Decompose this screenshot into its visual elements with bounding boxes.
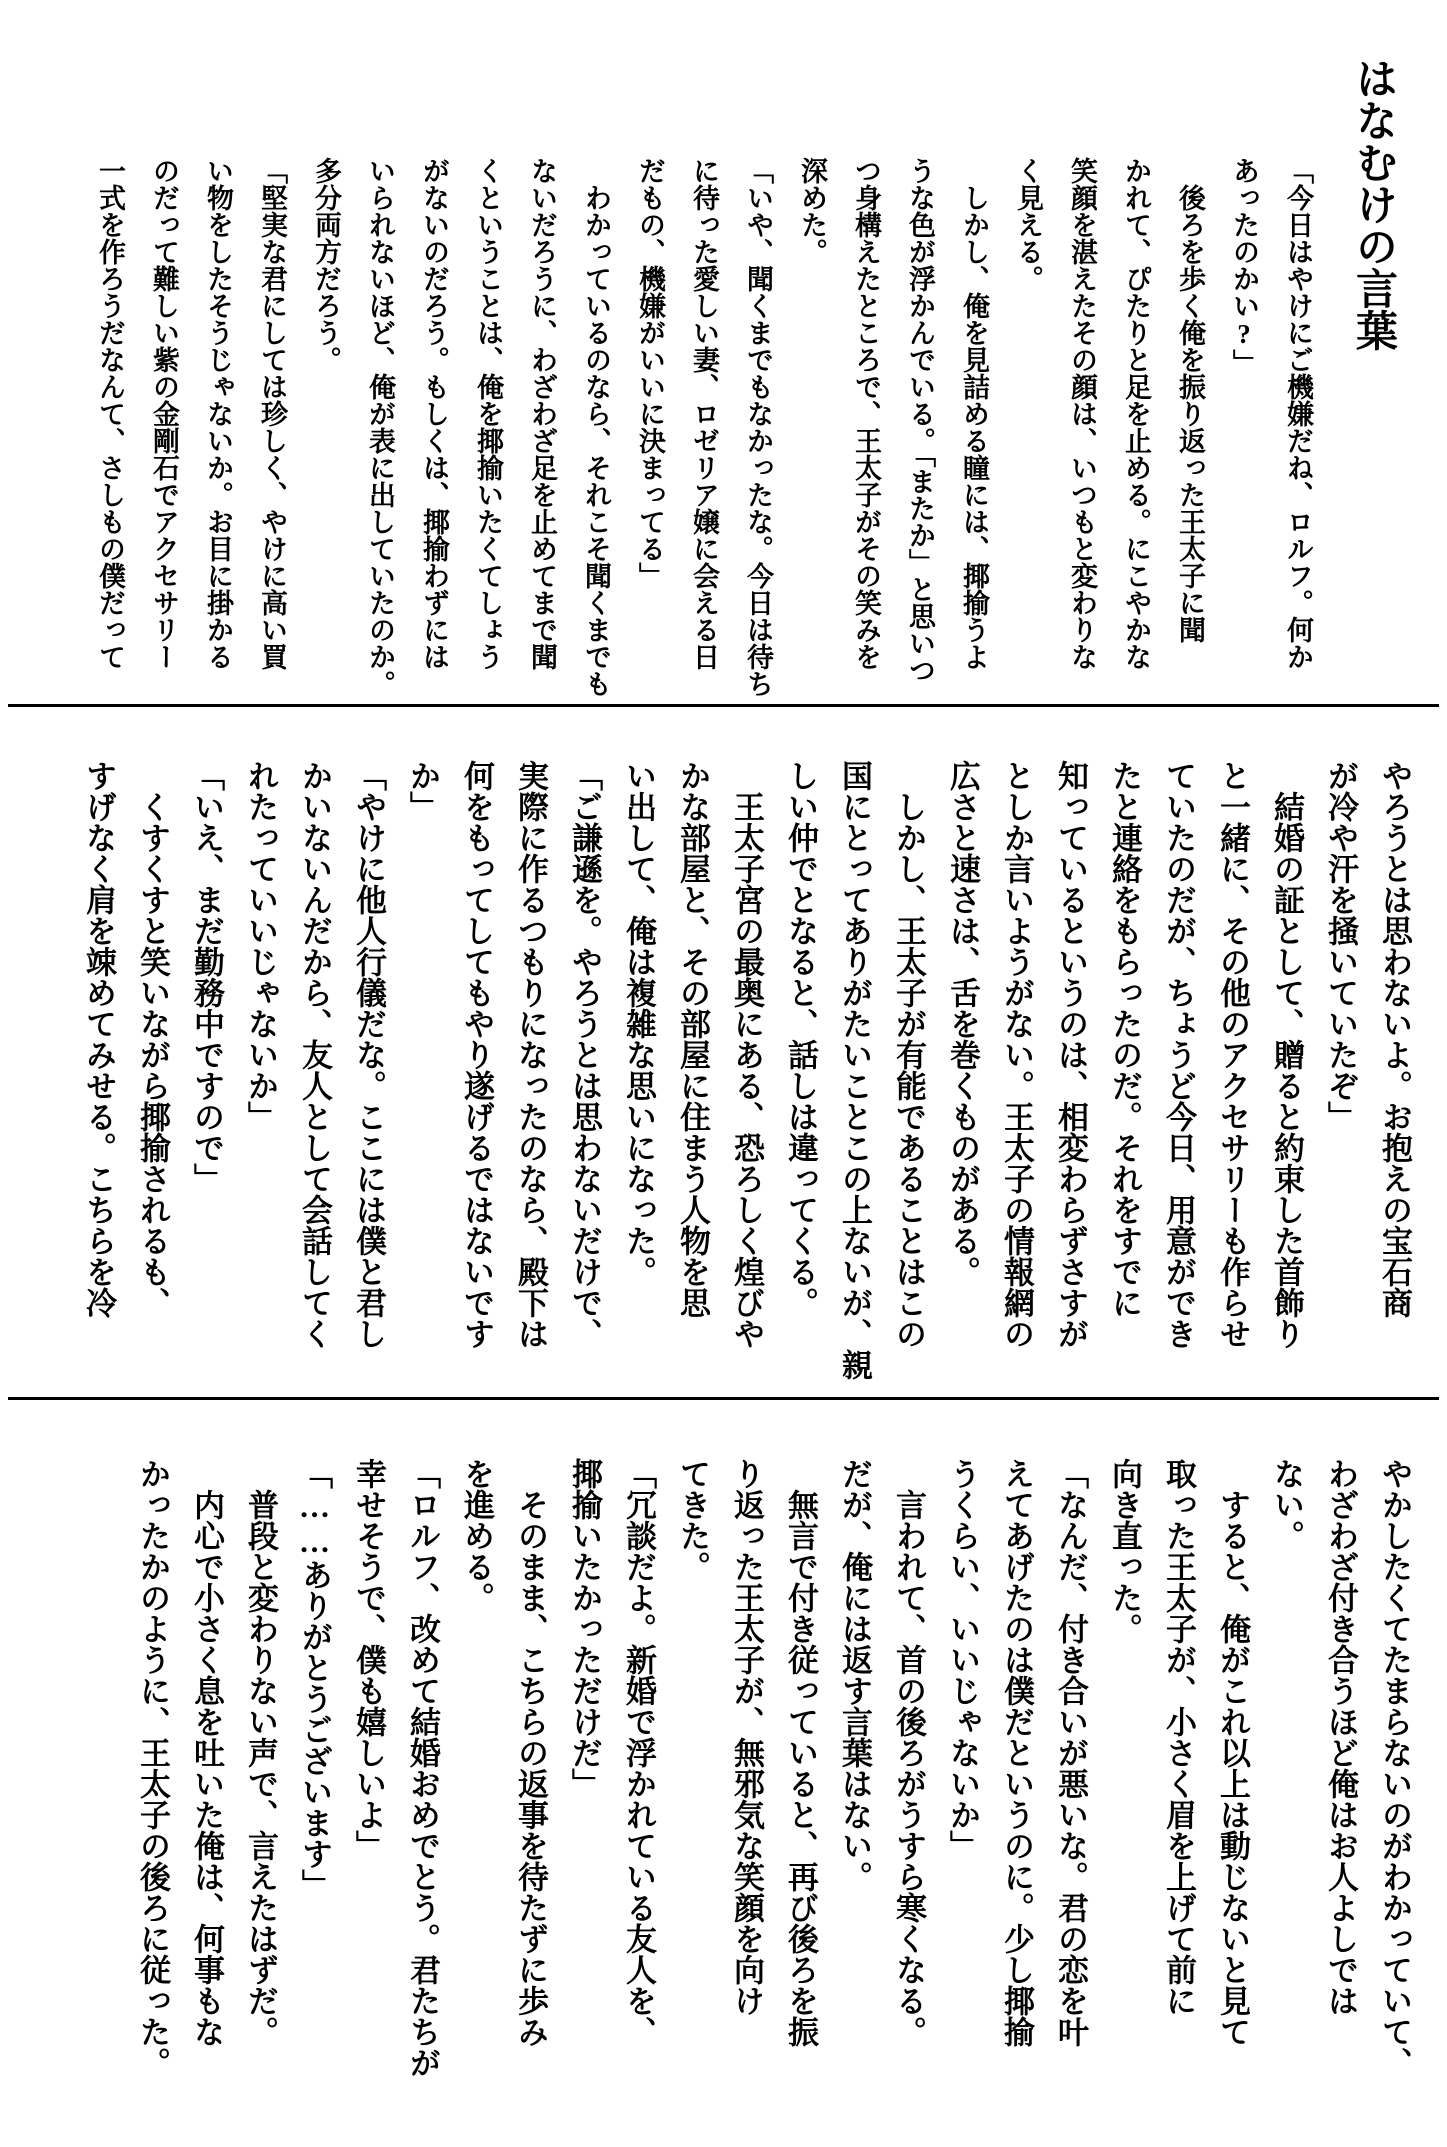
text-column: やかしたくてたまらないのがわかっていて、 — [1377, 1458, 1412, 2078]
section-1-body — [83, 157, 1325, 717]
text-column: 取った王太子が、小さく眉を上げて前に — [1161, 1458, 1196, 2016]
text-column: 王太子宮の最奥にある、恐ろしく煌びや — [729, 791, 764, 1349]
text-column: がないのだろう。もしくは、揶揄わずには — [419, 157, 449, 670]
text-column: に待った愛しい妻、ロゼリア嬢に会える日 — [689, 157, 719, 670]
text-column: しかし、俺を見詰める瞳には、揶揄うよ — [959, 184, 989, 670]
text-column: かな部屋と、その部屋に住まう人物を思 — [675, 760, 710, 1318]
text-column: ないだろうに、わざわざ足を止めてまで聞 — [527, 157, 557, 670]
text-column: 深めた。 — [797, 157, 827, 265]
text-column: てきた。 — [675, 1458, 710, 1582]
text-column: 「やけに他人行儀だな。ここには僕と君し — [351, 760, 386, 1349]
text-column: 実際に作るつもりになったのなら、殿下は — [513, 760, 548, 1349]
text-column: 「堅実な君にしては珍しく、やけに高い買 — [257, 157, 287, 670]
text-column: しい仲でとなると、話しは違ってくる。 — [783, 760, 818, 1318]
text-column: か」 — [405, 760, 440, 822]
text-column: 幸せそうで、僕も嬉しいよ」 — [351, 1458, 386, 1861]
text-column: り返った王太子が、無邪気な笑顔を向け — [729, 1458, 764, 2016]
text-column: たと連絡をもらったのだ。それをすでに — [1107, 760, 1142, 1318]
text-column: かったかのように、王太子の後ろに従った。 — [135, 1458, 170, 2078]
text-column: 「いえ、まだ勤務中ですので」 — [189, 760, 224, 1194]
text-column: うくらい、いいじゃないか」 — [945, 1458, 980, 1861]
text-column: 多分両方だろう。 — [311, 157, 341, 373]
text-column: うな色が浮かんでいる。「またか」と思いつ — [905, 157, 935, 684]
text-column: 「なんだ、付き合いが悪いな。君の恋を叶 — [1053, 1458, 1088, 2047]
text-column: 「ご謙遜を。やろうとは思わないだけで、 — [567, 760, 602, 1349]
text-column: しかし、王太子が有能であることはこの — [891, 791, 926, 1349]
text-column: 後ろを歩く俺を振り返った王太子に聞 — [1175, 184, 1205, 643]
text-column: 国にとってありがたいことこの上ないが、親 — [837, 760, 872, 1380]
text-column: と一緒に、その他のアクセサリーも作らせ — [1215, 760, 1250, 1349]
text-column: ない。 — [1269, 1458, 1304, 1551]
text-column: えてあげたのは僕だというのに。少し揶揄 — [999, 1458, 1034, 2047]
text-column: 普段と変わりない声で、言えたはずだ。 — [243, 1489, 278, 2047]
text-column: い出して、俺は複雑な思いになった。 — [621, 760, 656, 1287]
text-column: かれて、ぴたりと足を止める。にこやかな — [1121, 157, 1151, 670]
text-column: すげなく肩を竦めてみせる。こちらを冷 — [81, 760, 116, 1318]
text-section-2 — [0, 708, 1447, 1449]
text-column: だが、俺には返す言葉はない。 — [837, 1458, 872, 1892]
text-column: いられないほど、俺が表に出していたのか。 — [365, 157, 395, 697]
text-column: 「……ありがとうございます」 — [297, 1458, 332, 1900]
section-divider-1 — [8, 704, 1439, 707]
story-title: はなむけの言葉 — [1350, 57, 1396, 351]
text-column: あったのかい?」 — [1229, 157, 1259, 376]
text-column: やろうとは思わないよ。お抱えの宝石商 — [1377, 760, 1412, 1318]
text-column: かいないんだから、友人として会話してく — [297, 760, 332, 1349]
text-column: わかっているのなら、それこそ聞くまでも — [581, 184, 611, 697]
text-column: 無言で付き従っていると、再び後ろを振 — [783, 1489, 818, 2047]
text-section-3 — [0, 1400, 1447, 2147]
text-column: く見える。 — [1013, 157, 1043, 292]
text-column: としか言いようがない。王太子の情報網の — [999, 760, 1034, 1349]
text-column: 「今日はやけにご機嫌だね、ロルフ。何か — [1283, 157, 1313, 670]
text-column: 結婚の証として、贈ると約束した首飾り — [1269, 791, 1304, 1349]
text-column: 向き直った。 — [1107, 1458, 1142, 1644]
text-column: ていたのだが、ちょうど今日、用意ができ — [1161, 760, 1196, 1349]
text-column: だもの、機嫌がいいに決まってる」 — [635, 157, 665, 589]
text-column: 言われて、首の後ろがうすら寒くなる。 — [891, 1489, 926, 2047]
text-column: い物をしたそうじゃないか。お目に掛かる — [203, 157, 233, 670]
text-column: 「いや、聞くまでもなかったな。今日は待ち — [743, 157, 773, 697]
text-column: そのまま、こちらの返事を待たずに歩み — [513, 1489, 548, 2047]
text-column: のだって難しい紫の金剛石でアクセサリー — [149, 157, 179, 670]
text-column: が冷や汗を掻いていたぞ」 — [1323, 760, 1358, 1132]
text-column: 笑顔を湛えたその顔は、いつもと変わりな — [1067, 157, 1097, 670]
text-column: 知っているというのは、相変わらずさすが — [1053, 760, 1088, 1349]
text-section-1 — [0, 0, 1447, 760]
text-column: 「ロルフ、改めて結婚おめでとう。君たちが — [405, 1458, 440, 2078]
text-column: くということは、俺を揶揄いたくてしょう — [473, 157, 503, 670]
text-column: 「冗談だよ。新婚で浮かれている友人を、 — [621, 1458, 656, 2047]
text-column: 内心で小さく息を吐いた俺は、何事もな — [189, 1489, 224, 2047]
text-column: つ身構えたところで、王太子がその笑みを — [851, 157, 881, 670]
text-column: すると、俺がこれ以上は動じないと見て — [1215, 1489, 1250, 2047]
text-column: 何をもってしてもやり遂げるではないです — [459, 760, 494, 1349]
text-column: 一式を作ろうだなんて、さしもの僕だって — [95, 157, 125, 670]
text-column: 広さと速さは、舌を巻くものがある。 — [945, 760, 980, 1287]
text-column: れたっていいじゃないか」 — [243, 760, 278, 1132]
text-column: 揶揄いたかっただけだ」 — [567, 1458, 602, 1799]
text-column: を進める。 — [459, 1458, 494, 1613]
text-column: わざわざ付き合うほど俺はお人よしでは — [1323, 1458, 1358, 2016]
text-column: くすくすと笑いながら揶揄されるも、 — [135, 791, 170, 1318]
